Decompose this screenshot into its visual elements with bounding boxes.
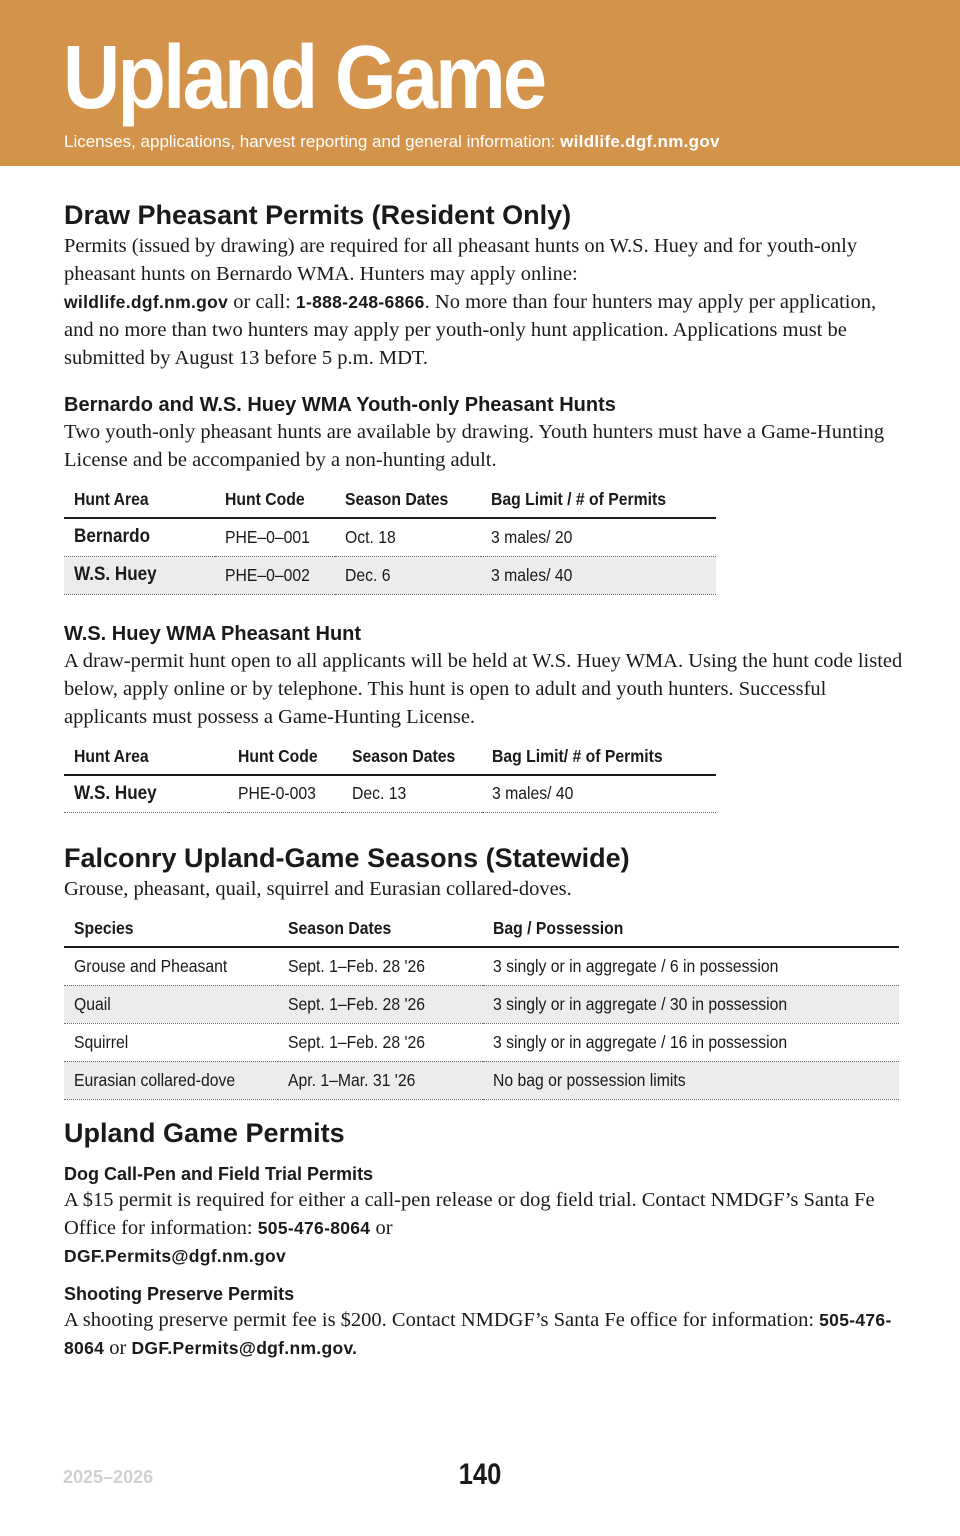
- footer-years: 2025–2026: [63, 1467, 154, 1487]
- page-number: [0, 1458, 960, 1492]
- hunt-code-cell: PHE–0–002: [215, 556, 335, 594]
- table-header-row: [64, 482, 716, 518]
- dog-permits-heading: Dog Call-Pen and Field Trial Permits: [64, 1163, 374, 1184]
- dog-permits-email[interactable]: DGF.Permits@dgf.nm.gov: [64, 1245, 287, 1266]
- column-header: Bag Limit / # of Permits: [481, 482, 716, 518]
- preserve-permits-or: or: [109, 1336, 127, 1359]
- huey-hunt-table: [64, 739, 716, 814]
- dog-permits-phone[interactable]: 505-476-8064: [257, 1217, 371, 1238]
- bag-limit-cell: 3 males/ 20: [481, 518, 716, 556]
- table-row: [64, 1023, 899, 1061]
- season-dates-cell: Sept. 1–Feb. 28 '26: [278, 947, 483, 985]
- table-row: [64, 1061, 899, 1099]
- draw-pheasant-heading: Draw Pheasant Permits (Resident Only): [64, 200, 572, 230]
- column-header: Season Dates: [342, 739, 482, 775]
- permits-heading: Upland Game Permits: [64, 1117, 345, 1148]
- bag-possession-cell: No bag or possession limits: [483, 1061, 899, 1099]
- header-website-link[interactable]: wildlife.dgf.nm.gov: [560, 132, 720, 151]
- column-header: Hunt Code: [228, 739, 342, 775]
- draw-pheasant-or-call: or call:: [233, 291, 291, 313]
- page-number-text: 140: [458, 1458, 502, 1491]
- hunt-area-cell: Bernardo: [64, 518, 215, 556]
- hunt-code-cell: PHE-0-003: [228, 775, 342, 813]
- column-header: Bag Limit/ # of Permits: [482, 739, 716, 775]
- season-dates-cell: Sept. 1–Feb. 28 '26: [278, 985, 483, 1023]
- species-cell: Quail: [64, 985, 278, 1023]
- table-row: [64, 775, 716, 813]
- species-cell: Squirrel: [64, 1023, 278, 1061]
- table-row: [64, 985, 899, 1023]
- draw-pheasant-url[interactable]: wildlife.dgf.nm.gov: [64, 292, 229, 312]
- table-row: [64, 518, 716, 556]
- huey-hunt-text: A draw-permit hunt open to all applicants will be held at W.S. Huey WMA. Using the hunt code listed below, apply online or by telephone. This hunt is open to adult and youth hunters. Successful applicants must possess a Game-Hunting License.: [64, 649, 903, 728]
- header-banner: [0, 0, 960, 166]
- season-dates-cell: Dec. 13: [342, 775, 482, 813]
- main-content: [64, 198, 904, 1362]
- dog-permits-or: or: [375, 1216, 393, 1239]
- falconry-table: [64, 911, 899, 1100]
- hunt-area-cell: W.S. Huey: [64, 556, 215, 594]
- preserve-permits-heading: Shooting Preserve Permits: [64, 1283, 295, 1304]
- huey-hunt-heading: W.S. Huey WMA Pheasant Hunt: [64, 622, 362, 645]
- draw-pheasant-text-1: Permits (issued by drawing) are required for all pheasant hunts on W.S. Huey and for youth-only pheasant hunts on Bernardo WMA. Hunters may apply online:: [64, 235, 858, 285]
- column-header: Season Dates: [335, 482, 481, 518]
- dog-permits-text: [64, 1186, 904, 1270]
- column-header: Hunt Code: [215, 482, 335, 518]
- youth-hunts-heading: Bernardo and W.S. Huey WMA Youth-only Pheasant Hunts: [64, 394, 616, 416]
- season-dates-cell: Sept. 1–Feb. 28 '26: [278, 1023, 483, 1061]
- hunt-area-cell: W.S. Huey: [64, 775, 228, 813]
- youth-hunts-table: [64, 482, 716, 595]
- falconry-text: Grouse, pheasant, quail, squirrel and Eurasian collared-doves.: [64, 878, 572, 900]
- season-dates-cell: Oct. 18: [335, 518, 481, 556]
- bag-possession-cell: 3 singly or in aggregate / 30 in possession: [483, 985, 899, 1023]
- column-header: Bag / Possession: [483, 911, 899, 947]
- table-header-row: [64, 739, 716, 775]
- preserve-permits-phone[interactable]: 505-476-8064: [64, 1309, 892, 1358]
- table-header-row: [64, 911, 899, 947]
- column-header: Hunt Area: [64, 482, 215, 518]
- table-row: [64, 947, 899, 985]
- preserve-permits-text: [64, 1306, 904, 1362]
- column-header: Hunt Area: [64, 739, 228, 775]
- dog-permits-text-1: A $15 permit is required for either a call-pen release or dog field trial. Contact NMDGF’s Santa Fe Office for information:: [64, 1188, 875, 1239]
- season-dates-cell: Apr. 1–Mar. 31 '26: [278, 1061, 483, 1099]
- bag-limit-cell: 3 males/ 40: [481, 556, 716, 594]
- preserve-permits-email[interactable]: DGF.Permits@dgf.nm.gov.: [131, 1337, 358, 1358]
- species-cell: Grouse and Pheasant: [64, 947, 278, 985]
- preserve-permits-text-1: A shooting preserve permit fee is $200. Contact NMDGF’s Santa Fe office for information:: [64, 1308, 815, 1331]
- falconry-heading: Falconry Upland-Game Seasons (Statewide): [64, 843, 630, 873]
- draw-pheasant-phone[interactable]: 1-888-248-6866: [295, 292, 425, 312]
- draw-pheasant-text-2: . No more than four hunters may apply per application, and no more than two hunters may apply per youth-only hunt application. Applications must be submitted by August 13 before 5 p.m. MDT.: [64, 291, 877, 369]
- bag-possession-cell: 3 singly or in aggregate / 6 in possession: [483, 947, 899, 985]
- bag-possession-cell: 3 singly or in aggregate / 16 in possession: [483, 1023, 899, 1061]
- draw-pheasant-text: [64, 232, 904, 372]
- hunt-code-cell: PHE–0–001: [215, 518, 335, 556]
- header-subtitle-text: Licenses, applications, harvest reporting and general information:: [64, 132, 556, 151]
- season-dates-cell: Dec. 6: [335, 556, 481, 594]
- column-header: Species: [64, 911, 278, 947]
- header-subtitle: [64, 132, 720, 152]
- bag-limit-cell: 3 males/ 40: [482, 775, 716, 813]
- youth-hunts-text: Two youth-only pheasant hunts are available by drawing. Youth hunters must have a Game-Hunting License and be accompanied by a non-hunting adult.: [64, 421, 885, 471]
- column-header: Season Dates: [278, 911, 483, 947]
- species-cell: Eurasian collared-dove: [64, 1061, 278, 1099]
- table-row: [64, 556, 716, 594]
- page-title: Upland Game: [63, 28, 545, 128]
